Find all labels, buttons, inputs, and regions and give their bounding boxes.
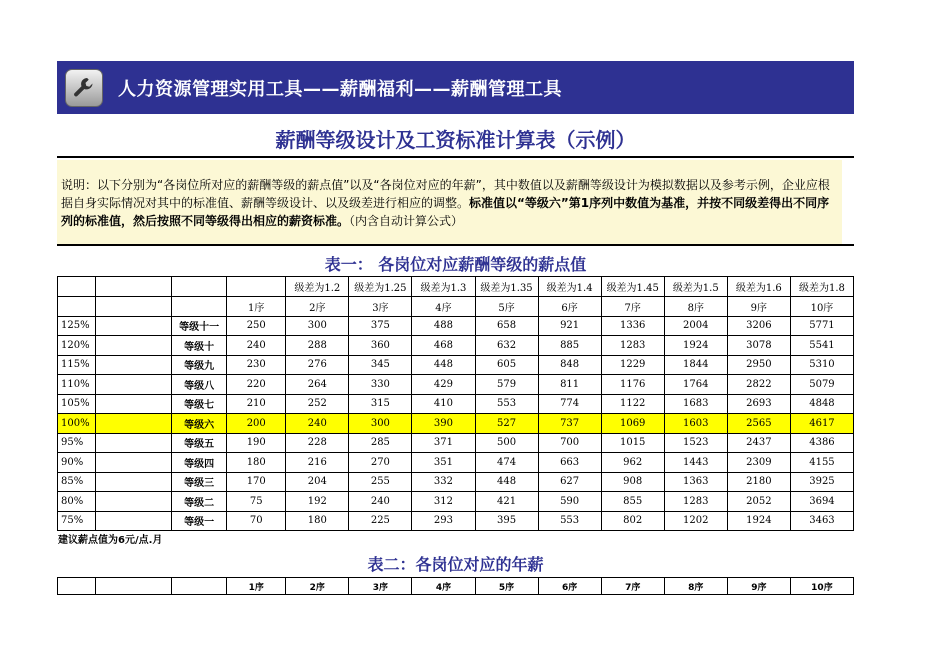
level-cell: 等级四	[172, 453, 227, 473]
empty-cell	[96, 472, 172, 492]
percent-cell: 90%	[58, 453, 96, 473]
empty-cell	[58, 578, 96, 595]
percent-cell: 100%	[58, 414, 96, 434]
value-cell: 2180	[727, 472, 790, 492]
diff-header-cell: 级差为1.35	[475, 277, 538, 297]
banner-title: 人力资源管理实用工具——薪酬福利——薪酬管理工具	[118, 78, 562, 100]
percent-cell: 95%	[58, 433, 96, 453]
note-text: 说明：以下分别为“各岗位所对应的薪酬等级的薪点值”以及“各岗位对应的年薪”，其中数值以及薪酬等级设计为模拟数据以及参考示例，企业应根据自身实际情况对其中的标准值、薪酬等级设计、以及级差进行相应的调整。	[61, 178, 830, 210]
value-cell: 4386	[790, 433, 853, 453]
value-cell: 390	[412, 414, 475, 434]
value-cell: 2437	[727, 433, 790, 453]
table-row	[58, 414, 854, 434]
value-cell: 774	[538, 394, 601, 414]
value-cell: 240	[349, 492, 412, 512]
level-cell: 等级十一	[172, 316, 227, 336]
value-cell: 885	[538, 336, 601, 356]
table1-title: 表一： 各岗位对应薪酬等级的薪点值	[324, 255, 587, 274]
value-cell: 658	[475, 316, 538, 336]
empty-cell	[58, 277, 96, 297]
value-cell: 2693	[727, 394, 790, 414]
level-cell: 等级一	[172, 511, 227, 531]
value-cell: 921	[538, 316, 601, 336]
seq-header-cell: 9序	[727, 297, 790, 317]
value-cell: 474	[475, 453, 538, 473]
value-cell: 200	[227, 414, 286, 434]
seq-header-cell: 6序	[538, 297, 601, 317]
value-cell: 250	[227, 316, 286, 336]
value-cell: 288	[286, 336, 349, 356]
value-cell: 190	[227, 433, 286, 453]
seq-header-cell: 7序	[601, 578, 664, 595]
diff-header-cell: 级差为1.6	[727, 277, 790, 297]
value-cell: 230	[227, 355, 286, 375]
value-cell: 663	[538, 453, 601, 473]
percent-cell: 85%	[58, 472, 96, 492]
value-cell: 848	[538, 355, 601, 375]
value-cell: 1924	[727, 511, 790, 531]
value-cell: 553	[475, 394, 538, 414]
empty-cell	[172, 277, 227, 297]
seq-header-cell: 3序	[349, 578, 412, 595]
value-cell: 3206	[727, 316, 790, 336]
wrench-icon	[65, 69, 103, 107]
seq-header-cell: 2序	[286, 297, 349, 317]
empty-cell	[96, 297, 172, 317]
table-header-row	[58, 277, 854, 297]
seq-header-cell: 3序	[349, 297, 412, 317]
value-cell: 180	[286, 511, 349, 531]
title-divider	[57, 156, 854, 158]
value-cell: 371	[412, 433, 475, 453]
value-cell: 210	[227, 394, 286, 414]
value-cell: 2565	[727, 414, 790, 434]
value-cell: 1069	[601, 414, 664, 434]
value-cell: 276	[286, 355, 349, 375]
value-cell: 1283	[601, 336, 664, 356]
empty-cell	[96, 492, 172, 512]
suggest-note: 建议薪点值为6元/点.月	[58, 535, 163, 546]
value-cell: 429	[412, 375, 475, 395]
value-cell: 1283	[664, 492, 727, 512]
empty-cell	[96, 394, 172, 414]
value-cell: 315	[349, 394, 412, 414]
value-cell: 4617	[790, 414, 853, 434]
seq-header-cell: 4序	[412, 578, 475, 595]
value-cell: 216	[286, 453, 349, 473]
empty-cell	[172, 578, 227, 595]
level-cell: 等级八	[172, 375, 227, 395]
value-cell: 737	[538, 414, 601, 434]
seq-header-cell: 1序	[227, 297, 286, 317]
percent-cell: 75%	[58, 511, 96, 531]
value-cell: 2309	[727, 453, 790, 473]
seq-header-cell: 8序	[664, 297, 727, 317]
annual-salary-table	[57, 577, 854, 595]
value-cell: 632	[475, 336, 538, 356]
value-cell: 421	[475, 492, 538, 512]
diff-header-cell: 级差为1.2	[286, 277, 349, 297]
empty-cell	[96, 578, 172, 595]
value-cell: 264	[286, 375, 349, 395]
value-cell: 300	[349, 414, 412, 434]
seq-header-cell: 1序	[227, 578, 286, 595]
value-cell: 332	[412, 472, 475, 492]
value-cell: 3078	[727, 336, 790, 356]
value-cell: 855	[601, 492, 664, 512]
value-cell: 579	[475, 375, 538, 395]
diff-header-cell: 级差为1.8	[790, 277, 853, 297]
empty-cell	[172, 297, 227, 317]
page-title: 薪酬等级设计及工资标准计算表（示例）	[275, 128, 636, 152]
value-cell: 1336	[601, 316, 664, 336]
level-cell: 等级五	[172, 433, 227, 453]
value-cell: 1015	[601, 433, 664, 453]
value-cell: 312	[412, 492, 475, 512]
seq-header-cell: 8序	[664, 578, 727, 595]
seq-header-cell: 4序	[412, 297, 475, 317]
empty-cell	[96, 511, 172, 531]
value-cell: 2052	[727, 492, 790, 512]
table-row	[58, 453, 854, 473]
value-cell: 1443	[664, 453, 727, 473]
description-note	[57, 160, 842, 244]
empty-cell	[96, 355, 172, 375]
seq-header-cell: 6序	[538, 578, 601, 595]
value-cell: 5079	[790, 375, 853, 395]
seq-header-cell: 2序	[286, 578, 349, 595]
value-cell: 1764	[664, 375, 727, 395]
value-cell: 5771	[790, 316, 853, 336]
seq-header-cell: 10序	[790, 578, 853, 595]
seq-header-cell: 7序	[601, 297, 664, 317]
value-cell: 1176	[601, 375, 664, 395]
value-cell: 802	[601, 511, 664, 531]
salary-point-table	[57, 276, 854, 531]
value-cell: 4155	[790, 453, 853, 473]
level-cell: 等级二	[172, 492, 227, 512]
value-cell: 2950	[727, 355, 790, 375]
value-cell: 1683	[664, 394, 727, 414]
value-cell: 270	[349, 453, 412, 473]
value-cell: 590	[538, 492, 601, 512]
value-cell: 700	[538, 433, 601, 453]
level-cell: 等级十	[172, 336, 227, 356]
value-cell: 228	[286, 433, 349, 453]
value-cell: 627	[538, 472, 601, 492]
value-cell: 240	[286, 414, 349, 434]
table-header-row	[58, 297, 854, 317]
value-cell: 1844	[664, 355, 727, 375]
value-cell: 1202	[664, 511, 727, 531]
empty-cell	[96, 336, 172, 356]
empty-cell	[227, 277, 286, 297]
value-cell: 500	[475, 433, 538, 453]
value-cell: 285	[349, 433, 412, 453]
empty-cell	[96, 414, 172, 434]
empty-cell	[58, 297, 96, 317]
table-row	[58, 316, 854, 336]
value-cell: 527	[475, 414, 538, 434]
value-cell: 3694	[790, 492, 853, 512]
table-row	[58, 394, 854, 414]
level-cell: 等级三	[172, 472, 227, 492]
value-cell: 192	[286, 492, 349, 512]
value-cell: 1229	[601, 355, 664, 375]
percent-cell: 110%	[58, 375, 96, 395]
empty-cell	[96, 453, 172, 473]
value-cell: 553	[538, 511, 601, 531]
empty-cell	[96, 316, 172, 336]
value-cell: 360	[349, 336, 412, 356]
value-cell: 908	[601, 472, 664, 492]
value-cell: 180	[227, 453, 286, 473]
value-cell: 75	[227, 492, 286, 512]
diff-header-cell: 级差为1.3	[412, 277, 475, 297]
value-cell: 255	[349, 472, 412, 492]
seq-header-cell: 5序	[475, 297, 538, 317]
value-cell: 330	[349, 375, 412, 395]
table2-title: 表二：各岗位对应的年薪	[367, 555, 544, 574]
value-cell: 70	[227, 511, 286, 531]
seq-header-cell: 10序	[790, 297, 853, 317]
table-row	[58, 375, 854, 395]
value-cell: 488	[412, 316, 475, 336]
value-cell: 3463	[790, 511, 853, 531]
value-cell: 410	[412, 394, 475, 414]
value-cell: 300	[286, 316, 349, 336]
percent-cell: 115%	[58, 355, 96, 375]
level-cell: 等级九	[172, 355, 227, 375]
percent-cell: 125%	[58, 316, 96, 336]
value-cell: 225	[349, 511, 412, 531]
note-formula-text: （内含自动计算公式）	[349, 214, 464, 228]
table-row	[58, 336, 854, 356]
value-cell: 962	[601, 453, 664, 473]
value-cell: 5310	[790, 355, 853, 375]
value-cell: 448	[475, 472, 538, 492]
level-cell: 等级六	[172, 414, 227, 434]
percent-cell: 80%	[58, 492, 96, 512]
value-cell: 3925	[790, 472, 853, 492]
table-row	[58, 492, 854, 512]
header-banner	[57, 61, 854, 114]
value-cell: 5541	[790, 336, 853, 356]
value-cell: 605	[475, 355, 538, 375]
seq-header-cell: 5序	[475, 578, 538, 595]
value-cell: 204	[286, 472, 349, 492]
value-cell: 220	[227, 375, 286, 395]
diff-header-cell: 级差为1.4	[538, 277, 601, 297]
note-bold-text: 标准值以“等级六”第1序列中数值为基准，并按不同级差得出不同序列的标准值，然后按照不同等级得出相应的薪资标准。	[61, 196, 830, 228]
diff-header-cell: 级差为1.5	[664, 277, 727, 297]
value-cell: 1122	[601, 394, 664, 414]
value-cell: 448	[412, 355, 475, 375]
value-cell: 170	[227, 472, 286, 492]
value-cell: 811	[538, 375, 601, 395]
table-header-row	[58, 578, 854, 595]
table-row	[58, 433, 854, 453]
table-row	[58, 472, 854, 492]
value-cell: 1603	[664, 414, 727, 434]
table-row	[58, 355, 854, 375]
diff-header-cell: 级差为1.45	[601, 277, 664, 297]
value-cell: 4848	[790, 394, 853, 414]
level-cell: 等级七	[172, 394, 227, 414]
diff-header-cell: 级差为1.25	[349, 277, 412, 297]
value-cell: 375	[349, 316, 412, 336]
value-cell: 2822	[727, 375, 790, 395]
value-cell: 240	[227, 336, 286, 356]
value-cell: 1924	[664, 336, 727, 356]
value-cell: 293	[412, 511, 475, 531]
value-cell: 351	[412, 453, 475, 473]
value-cell: 1523	[664, 433, 727, 453]
empty-cell	[96, 375, 172, 395]
percent-cell: 120%	[58, 336, 96, 356]
seq-header-cell: 9序	[727, 578, 790, 595]
value-cell: 395	[475, 511, 538, 531]
value-cell: 2004	[664, 316, 727, 336]
table-row	[58, 511, 854, 531]
value-cell: 252	[286, 394, 349, 414]
empty-cell	[96, 277, 172, 297]
value-cell: 345	[349, 355, 412, 375]
empty-cell	[96, 433, 172, 453]
percent-cell: 105%	[58, 394, 96, 414]
value-cell: 468	[412, 336, 475, 356]
value-cell: 1363	[664, 472, 727, 492]
note-divider	[57, 244, 854, 246]
